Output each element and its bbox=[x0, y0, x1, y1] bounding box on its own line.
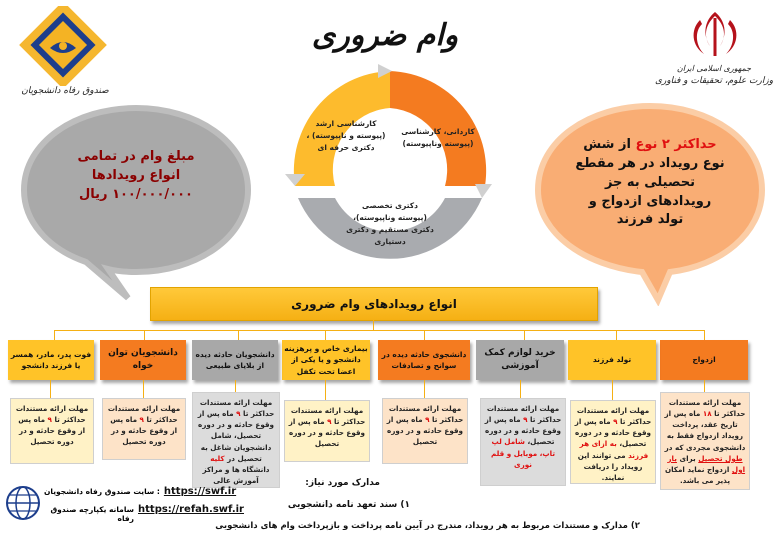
site1-label: : سایت صندوق رفاه دانشجویان bbox=[44, 487, 160, 496]
category-accident: دانشجوی حادثه دیده در سوانح و تصادفات bbox=[378, 340, 470, 380]
event-limit-text: حداکثر ۲ نوع از شش نوع رویداد در هر مقطع تحصیلی به جز رویدادهای ازدواج و تولد فرزند bbox=[575, 137, 725, 228]
desc-child-birth: مهلت ارائه مستندات حداکثر تا ۹ ماه پس از وقوع حادثه و در دوره تحصیل، به ازای هر فرزند می توانند این رویداد را دریافت نمایند. bbox=[570, 400, 656, 484]
loan-amount-bubble bbox=[16, 104, 256, 304]
documents-item-1: ۱) سند تعهد نامه دانشجویی bbox=[287, 500, 410, 510]
cycle-bottom-text: دکتری تخصصی (پیوسته وناپیوسته)، دکتری مستقیم و دکتری دستیاری bbox=[346, 201, 434, 246]
category-connector-line bbox=[54, 330, 704, 331]
desc-educational-equipment: مهلت ارائه مستندات حداکثر تا ۹ ماه پس از وقوع حادثه و در دوره تحصیل، شامل لپ تاپ، موبایل و قلم نوری bbox=[480, 398, 566, 486]
degree-cycle-diagram bbox=[270, 56, 510, 286]
right-logo-line1: جمهوری اسلامی ایران bbox=[676, 64, 752, 73]
category-marriage: ازدواج bbox=[660, 340, 748, 380]
desc-family-death: مهلت ارائه مستندات حداکثر تا ۹ ماه پس از وقوع حادثه و در دوره تحصیل bbox=[10, 398, 94, 464]
desc-natural-disaster: مهلت ارائه مستندات حداکثر تا ۹ ماه پس از وقوع حادثه و در دوره تحصیل، شامل دانشجویان شاغل به تحصیل در کلیه دانشگاه ها و مراکز آموزش عالی bbox=[192, 392, 280, 488]
documents-heading: مدارک مورد نیاز: bbox=[305, 478, 380, 488]
iran-emblem-icon bbox=[660, 6, 770, 62]
desc-illness: مهلت ارائه مستندات حداکثر تا ۹ ماه پس از وقوع حادثه و در دوره تحصیل bbox=[284, 400, 370, 462]
category-disabled-students: دانشجویان توان خواه bbox=[100, 340, 186, 380]
site1-row bbox=[44, 486, 244, 497]
category-natural-disaster: دانشجویان حادثه دیده از بلایای طبیعی bbox=[192, 340, 278, 380]
page-title: وام ضروری bbox=[311, 18, 459, 53]
ministry-logo bbox=[654, 6, 774, 96]
event-limit-bubble bbox=[530, 100, 770, 306]
category-illness: بیماری خاص و پرهزینه دانشجو و یا یکی از اعضا تحت تکفل bbox=[282, 340, 370, 380]
globe-icon bbox=[4, 484, 42, 522]
site2-label: سامانه یکپارچه صندوق رفاه bbox=[50, 505, 135, 523]
loan-amount-text: مبلغ وام در تمامی انواع رویدادها ۱۰۰/۰۰۰/۰۰۰ ریال bbox=[77, 149, 195, 202]
cycle-right-text: کاردانی، کارشناسی (پیوسته وناپیوسته) bbox=[401, 127, 475, 148]
banner-connector bbox=[373, 319, 374, 330]
right-logo-line2: وزارت علوم، تحقیقات و فناوری bbox=[654, 76, 774, 86]
site1-link[interactable]: https://swf.ir bbox=[163, 486, 237, 497]
welfare-fund-logo bbox=[10, 6, 120, 106]
desc-accident: مهلت ارائه مستندات حداکثر تا ۹ ماه پس از وقوع حادثه و در دوره تحصیل bbox=[382, 398, 468, 464]
category-educational-equipment: خرید لوازم کمک آموزشی bbox=[476, 340, 564, 380]
category-family-death: فوت پدر، مادر، همسر یا فرزند دانشجو bbox=[8, 340, 94, 380]
left-logo-caption: صندوق رفاه دانشجویان bbox=[21, 86, 109, 96]
category-child-birth: تولد فرزند bbox=[568, 340, 656, 380]
documents-item-2: ۲) مدارک و مستندات مربوط به هر رویداد، مندرج در آیین نامه پرداخت و بازپرداخت وام های دانشجویی bbox=[215, 521, 640, 531]
event-types-banner: انواع رویدادهای وام ضروری bbox=[150, 287, 598, 321]
welfare-fund-emblem-icon bbox=[10, 6, 120, 86]
cycle-left-text: کارشناسی ارشد (پیوسته و ناپیوسته) ، دکتری حرفه ای bbox=[306, 119, 386, 152]
site2-link[interactable]: https://refah.swf.ir bbox=[138, 504, 244, 515]
desc-marriage: مهلت ارائه مستندات حداکثر تا ۱۸ ماه پس از تاریخ عقد، پرداخت رویداد ازدواج فقط به دانشجوی مجردی که در طول تحصیل برای بار اول ازدواج نماید امکان پذیر می باشد. bbox=[660, 392, 750, 490]
site2-row bbox=[44, 504, 244, 523]
desc-disabled-students: مهلت ارائه مستندات حداکثر تا ۹ ماه پس از وقوع حادثه و در دوره تحصیل bbox=[102, 398, 186, 460]
